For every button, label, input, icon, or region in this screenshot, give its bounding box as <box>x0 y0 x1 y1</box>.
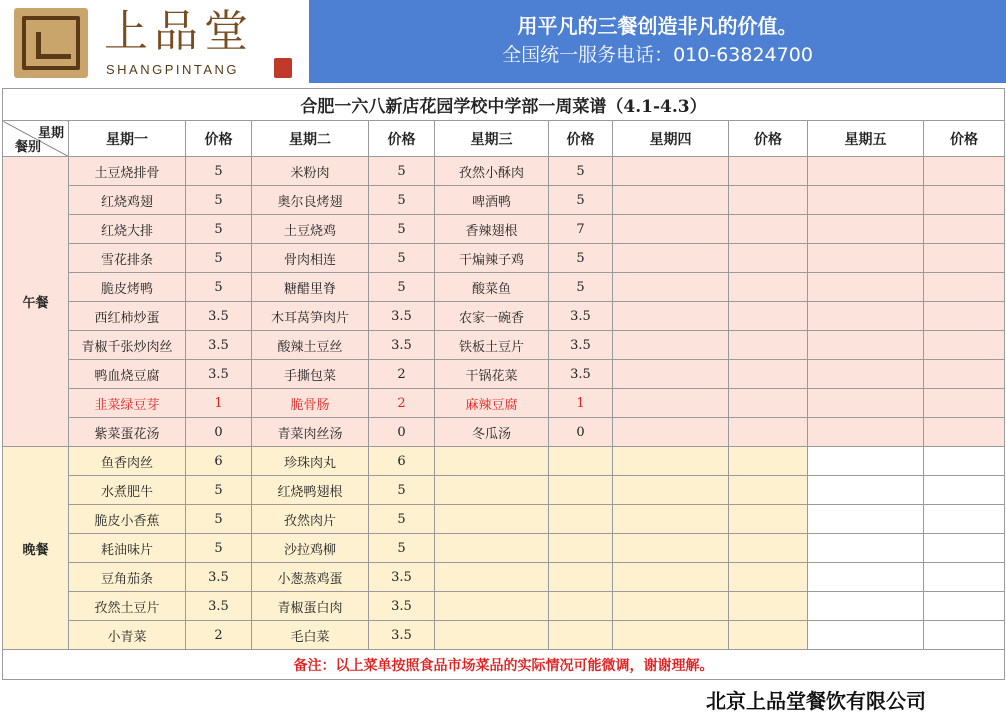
slogan-text: 用平凡的三餐创造非凡的价值。 <box>517 14 798 38</box>
dish-cell: 沙拉鸡柳 <box>252 534 369 563</box>
price-cell: 5 <box>186 534 252 563</box>
table-row <box>3 331 1005 360</box>
dish-cell: 红烧鸡翅 <box>69 186 186 215</box>
empty-cell <box>924 418 1005 447</box>
empty-cell <box>729 476 808 505</box>
empty-cell <box>729 418 808 447</box>
empty-cell <box>808 186 924 215</box>
dish-cell: 珍珠肉丸 <box>252 447 369 476</box>
dish-cell: 鸭血烧豆腐 <box>69 360 186 389</box>
price-cell: 0 <box>186 418 252 447</box>
empty-cell <box>435 563 549 592</box>
table-row <box>3 302 1005 331</box>
empty-cell <box>808 447 924 476</box>
empty-cell <box>613 302 729 331</box>
dish-cell: 脆皮小香蕉 <box>69 505 186 534</box>
dish-cell: 铁板土豆片 <box>435 331 549 360</box>
empty-cell <box>435 505 549 534</box>
logo-english-name: SHANGPINTANG <box>106 62 240 77</box>
price-cell: 3.5 <box>186 331 252 360</box>
dish-cell: 红烧大排 <box>69 215 186 244</box>
price-cell: 5 <box>369 476 435 505</box>
price-cell: 5 <box>369 215 435 244</box>
dish-cell: 韭菜绿豆芽 <box>69 389 186 418</box>
empty-cell <box>729 505 808 534</box>
empty-cell <box>613 505 729 534</box>
table-row <box>3 563 1005 592</box>
column-header: 星期四 <box>613 121 729 157</box>
empty-cell <box>729 215 808 244</box>
empty-cell <box>549 563 613 592</box>
empty-cell <box>613 186 729 215</box>
empty-cell <box>924 621 1005 650</box>
table-row <box>3 592 1005 621</box>
dish-cell: 青椒蛋白肉 <box>252 592 369 621</box>
table-row <box>3 244 1005 273</box>
empty-cell <box>808 389 924 418</box>
empty-cell <box>435 534 549 563</box>
price-cell: 6 <box>369 447 435 476</box>
empty-cell <box>613 360 729 389</box>
empty-cell <box>613 447 729 476</box>
price-cell: 6 <box>186 447 252 476</box>
empty-cell <box>924 592 1005 621</box>
empty-cell <box>808 476 924 505</box>
empty-cell <box>549 592 613 621</box>
dish-cell: 奥尔良烤翅 <box>252 186 369 215</box>
empty-cell <box>729 186 808 215</box>
empty-cell <box>924 244 1005 273</box>
price-cell: 5 <box>186 273 252 302</box>
empty-cell <box>435 592 549 621</box>
dish-cell: 红烧鸭翅根 <box>252 476 369 505</box>
note-row <box>3 650 1005 680</box>
price-cell: 5 <box>186 215 252 244</box>
table-row <box>3 157 1005 186</box>
empty-cell <box>808 621 924 650</box>
logo <box>0 0 309 83</box>
empty-cell <box>729 273 808 302</box>
empty-cell <box>924 505 1005 534</box>
dish-cell: 青椒千张炒肉丝 <box>69 331 186 360</box>
price-cell: 5 <box>549 157 613 186</box>
empty-cell <box>924 534 1005 563</box>
price-cell: 5 <box>369 273 435 302</box>
empty-cell <box>549 621 613 650</box>
empty-cell <box>924 302 1005 331</box>
empty-cell <box>924 331 1005 360</box>
dish-cell: 脆皮烤鸭 <box>69 273 186 302</box>
empty-cell <box>808 505 924 534</box>
empty-cell <box>808 360 924 389</box>
dish-cell: 豆角茄条 <box>69 563 186 592</box>
dish-cell: 米粉肉 <box>252 157 369 186</box>
dish-cell: 糖醋里脊 <box>252 273 369 302</box>
table-row <box>3 273 1005 302</box>
table-row <box>3 476 1005 505</box>
price-cell: 3.5 <box>186 360 252 389</box>
price-cell: 3.5 <box>369 592 435 621</box>
dish-cell: 小青菜 <box>69 621 186 650</box>
empty-cell <box>613 244 729 273</box>
empty-cell <box>924 476 1005 505</box>
weekly-menu-table <box>2 88 1005 680</box>
dish-cell: 酸菜鱼 <box>435 273 549 302</box>
dish-cell: 干锅花菜 <box>435 360 549 389</box>
price-cell: 5 <box>186 476 252 505</box>
empty-cell <box>729 563 808 592</box>
empty-cell <box>808 331 924 360</box>
empty-cell <box>549 447 613 476</box>
corner-weekday-label: 星期 <box>37 126 64 141</box>
empty-cell <box>613 476 729 505</box>
dish-cell: 鱼香肉丝 <box>69 447 186 476</box>
empty-cell <box>613 215 729 244</box>
price-cell: 5 <box>369 244 435 273</box>
dish-cell: 水煮肥牛 <box>69 476 186 505</box>
lunch-label: 午餐 <box>3 157 69 447</box>
corner-header <box>3 121 69 157</box>
price-cell: 3.5 <box>369 621 435 650</box>
price-cell: 2 <box>369 389 435 418</box>
price-cell: 2 <box>369 360 435 389</box>
corner-meal-label: 餐别 <box>15 140 42 155</box>
empty-cell <box>435 476 549 505</box>
empty-cell <box>435 621 549 650</box>
column-header: 价格 <box>369 121 435 157</box>
empty-cell <box>613 563 729 592</box>
dish-cell: 孜然土豆片 <box>69 592 186 621</box>
empty-cell <box>808 563 924 592</box>
column-header: 星期一 <box>69 121 186 157</box>
empty-cell <box>924 447 1005 476</box>
empty-cell <box>729 157 808 186</box>
empty-cell <box>808 215 924 244</box>
dish-cell: 骨肉相连 <box>252 244 369 273</box>
column-header: 星期五 <box>808 121 924 157</box>
empty-cell <box>729 534 808 563</box>
price-cell: 5 <box>186 505 252 534</box>
table-row <box>3 389 1005 418</box>
empty-cell <box>808 157 924 186</box>
price-cell: 5 <box>186 186 252 215</box>
table-row <box>3 186 1005 215</box>
price-cell: 3.5 <box>369 331 435 360</box>
dish-cell: 木耳莴笋肉片 <box>252 302 369 331</box>
dish-cell: 土豆烧排骨 <box>69 157 186 186</box>
empty-cell <box>924 215 1005 244</box>
price-cell: 3.5 <box>549 331 613 360</box>
column-header: 价格 <box>924 121 1005 157</box>
table-row <box>3 621 1005 650</box>
dish-cell: 手撕包菜 <box>252 360 369 389</box>
empty-cell <box>808 302 924 331</box>
price-cell: 3.5 <box>549 302 613 331</box>
price-cell: 1 <box>549 389 613 418</box>
table-row <box>3 534 1005 563</box>
dish-cell: 西红柿炒蛋 <box>69 302 186 331</box>
header <box>0 0 1006 83</box>
price-cell: 5 <box>186 244 252 273</box>
dish-cell: 小葱蒸鸡蛋 <box>252 563 369 592</box>
table-row <box>3 447 1005 476</box>
price-cell: 5 <box>549 186 613 215</box>
empty-cell <box>924 389 1005 418</box>
column-header: 价格 <box>549 121 613 157</box>
price-cell: 3.5 <box>369 302 435 331</box>
empty-cell <box>924 273 1005 302</box>
dish-cell: 青菜肉丝汤 <box>252 418 369 447</box>
empty-cell <box>729 244 808 273</box>
table-row <box>3 418 1005 447</box>
empty-cell <box>729 447 808 476</box>
empty-cell <box>729 621 808 650</box>
dish-cell: 土豆烧鸡 <box>252 215 369 244</box>
price-cell: 5 <box>369 186 435 215</box>
empty-cell <box>729 302 808 331</box>
empty-cell <box>729 389 808 418</box>
dish-cell: 啤酒鸭 <box>435 186 549 215</box>
empty-cell <box>924 563 1005 592</box>
empty-cell <box>924 360 1005 389</box>
column-header: 星期三 <box>435 121 549 157</box>
empty-cell <box>549 476 613 505</box>
price-cell: 1 <box>186 389 252 418</box>
dish-cell: 耗油味片 <box>69 534 186 563</box>
dish-cell: 脆骨肠 <box>252 389 369 418</box>
empty-cell <box>613 157 729 186</box>
menu-note: 备注：以上菜单按照食品市场菜品的实际情况可能微调，谢谢理解。 <box>3 650 1005 680</box>
seal-icon <box>274 58 292 78</box>
empty-cell <box>613 534 729 563</box>
price-cell: 2 <box>186 621 252 650</box>
empty-cell <box>435 447 549 476</box>
empty-cell <box>729 331 808 360</box>
dish-cell: 孜然小酥肉 <box>435 157 549 186</box>
dish-cell: 酸辣土豆丝 <box>252 331 369 360</box>
empty-cell <box>613 621 729 650</box>
column-header: 价格 <box>186 121 252 157</box>
hotline-text: 全国统一服务电话：010-63824700 <box>502 44 813 66</box>
table-row <box>3 505 1005 534</box>
price-cell: 3.5 <box>369 563 435 592</box>
empty-cell <box>613 389 729 418</box>
empty-cell <box>613 273 729 302</box>
dish-cell: 孜然肉片 <box>252 505 369 534</box>
dinner-label: 晚餐 <box>3 447 69 650</box>
price-cell: 5 <box>369 157 435 186</box>
dish-cell: 冬瓜汤 <box>435 418 549 447</box>
dish-cell: 香辣翅根 <box>435 215 549 244</box>
empty-cell <box>808 273 924 302</box>
price-cell: 5 <box>369 505 435 534</box>
logo-chinese-name: 上品堂 <box>104 6 254 57</box>
column-header: 星期二 <box>252 121 369 157</box>
dish-cell: 干煸辣子鸡 <box>435 244 549 273</box>
menu-title: 合肥一六八新店花园学校中学部一周菜谱（4.1-4.3） <box>3 89 1005 121</box>
empty-cell <box>924 157 1005 186</box>
price-cell: 5 <box>369 534 435 563</box>
empty-cell <box>549 534 613 563</box>
price-cell: 3.5 <box>186 563 252 592</box>
empty-cell <box>924 186 1005 215</box>
dish-cell: 紫菜蛋花汤 <box>69 418 186 447</box>
dish-cell: 毛白菜 <box>252 621 369 650</box>
empty-cell <box>729 360 808 389</box>
table-row <box>3 360 1005 389</box>
logo-mark-icon <box>14 8 88 78</box>
price-cell: 5 <box>549 244 613 273</box>
empty-cell <box>808 534 924 563</box>
price-cell: 3.5 <box>186 592 252 621</box>
empty-cell <box>613 592 729 621</box>
empty-cell <box>613 418 729 447</box>
column-header-row <box>3 121 1005 157</box>
dish-cell: 雪花排条 <box>69 244 186 273</box>
empty-cell <box>808 418 924 447</box>
empty-cell <box>613 331 729 360</box>
empty-cell <box>808 244 924 273</box>
price-cell: 0 <box>369 418 435 447</box>
price-cell: 5 <box>549 273 613 302</box>
column-header: 价格 <box>729 121 808 157</box>
price-cell: 0 <box>549 418 613 447</box>
dish-cell: 麻辣豆腐 <box>435 389 549 418</box>
company-name: 北京上品堂餐饮有限公司 <box>706 689 926 713</box>
slogan-banner <box>309 0 1006 83</box>
price-cell: 7 <box>549 215 613 244</box>
empty-cell <box>729 592 808 621</box>
price-cell: 3.5 <box>549 360 613 389</box>
price-cell: 3.5 <box>186 302 252 331</box>
empty-cell <box>808 592 924 621</box>
table-row <box>3 215 1005 244</box>
price-cell: 5 <box>186 157 252 186</box>
empty-cell <box>549 505 613 534</box>
dish-cell: 农家一碗香 <box>435 302 549 331</box>
